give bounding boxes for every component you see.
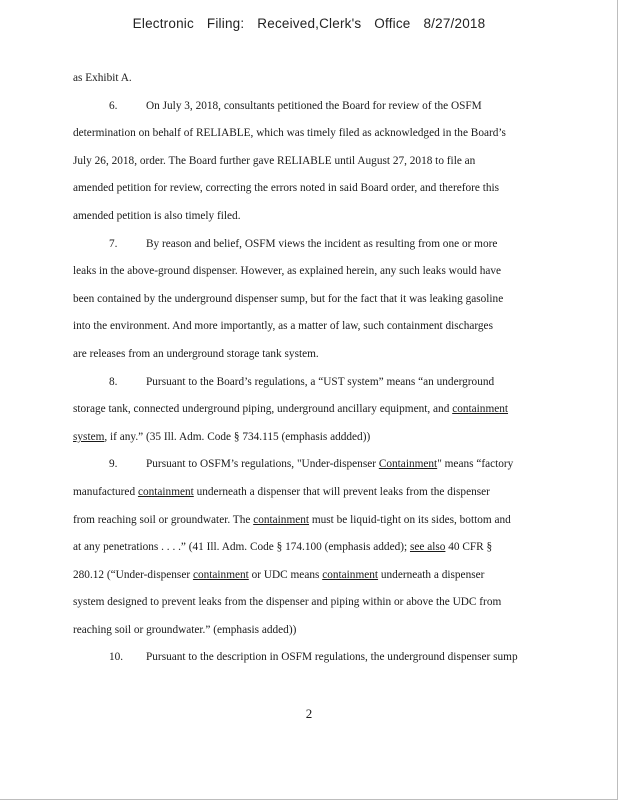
document-body [73,65,550,672]
text-line: at any penetrations . . . .” (41 Ill. Adm. Code § 174.100 (emphasis added); see also 40 CFR § [73,541,493,554]
text-line: amended petition for review, correcting the errors noted in said Board order, and therefore this [73,182,500,195]
text-line: July 26, 2018, order. The Board further gave RELIABLE until August 27, 2018 to file an [73,154,476,167]
paragraph-6-start: 6. On July 3, 2018, consultants petitioned the Board for review of the OSFM [109,99,482,112]
text-line: as Exhibit A. [73,72,132,84]
text-line: leaks in the above-ground dispenser. However, as explained herein, any such leaks would have [73,265,502,278]
text-line: from reaching soil or groundwater. The containment must be liquid-tight on its sides, bottom and [73,513,511,526]
filing-stamp [0,16,618,31]
underlined-term: see also [409,541,446,554]
underlined-term: containment [322,568,379,581]
paragraph-7-start: 7. By reason and belief, OSFM views the incident as resulting from one or more [109,237,498,250]
text-line: determination on behalf of RELIABLE, which was timely filed as acknowledged in the Board’s [73,127,506,140]
text-line: amended petition is also timely filed. [73,209,241,222]
text-line: system, if any.” (35 Ill. Adm. Code § 734.115 (emphasis addded)) [73,430,371,443]
text-line: are releases from an underground storage tank system. [73,347,319,360]
paragraph-9-start: 9. Pursuant to OSFM’s regulations, "Under-dispenser Containment" means “factory [109,458,514,471]
paragraph-8-start: 8. Pursuant to the Board’s regulations, a “UST system” means “an underground [109,375,495,388]
text-line: manufactured containment underneath a dispenser that will prevent leaks from the dispenser [73,485,490,498]
text-line: into the environment. And more importantly, as a matter of law, such containment discharges [73,320,493,333]
stamp-received: Received,Clerk's [257,16,362,31]
underlined-term: containment [137,485,194,498]
text-line: system designed to prevent leaks from the dispenser and piping within or above the UDC from [73,596,502,609]
underlined-term: containment [452,403,509,416]
text-line: been contained by the underground dispenser sump, but for the fact that it was leaking gasoline [73,292,504,305]
stamp-electronic: Electronic [132,16,194,31]
page-number: 2 [305,706,313,721]
underlined-term: Containment [378,458,438,471]
stamp-date: 8/27/2018 [423,16,486,31]
text-line: reaching soil or groundwater.” (emphasis added)) [73,623,297,636]
paragraph-10-start: 10. Pursuant to the description in OSFM regulations, the underground dispenser sump [109,651,518,664]
underlined-term: system [73,430,105,443]
underlined-term: containment [253,513,310,526]
stamp-office: Office [374,16,411,31]
underlined-term: containment [192,568,249,581]
text-line: 280.12 (“Under-dispenser containment or UDC means containment underneath a dispenser [73,568,485,581]
stamp-filing: Filing: [206,16,245,31]
text-line: storage tank, connected underground piping, underground ancillary equipment, and containment [73,403,509,416]
